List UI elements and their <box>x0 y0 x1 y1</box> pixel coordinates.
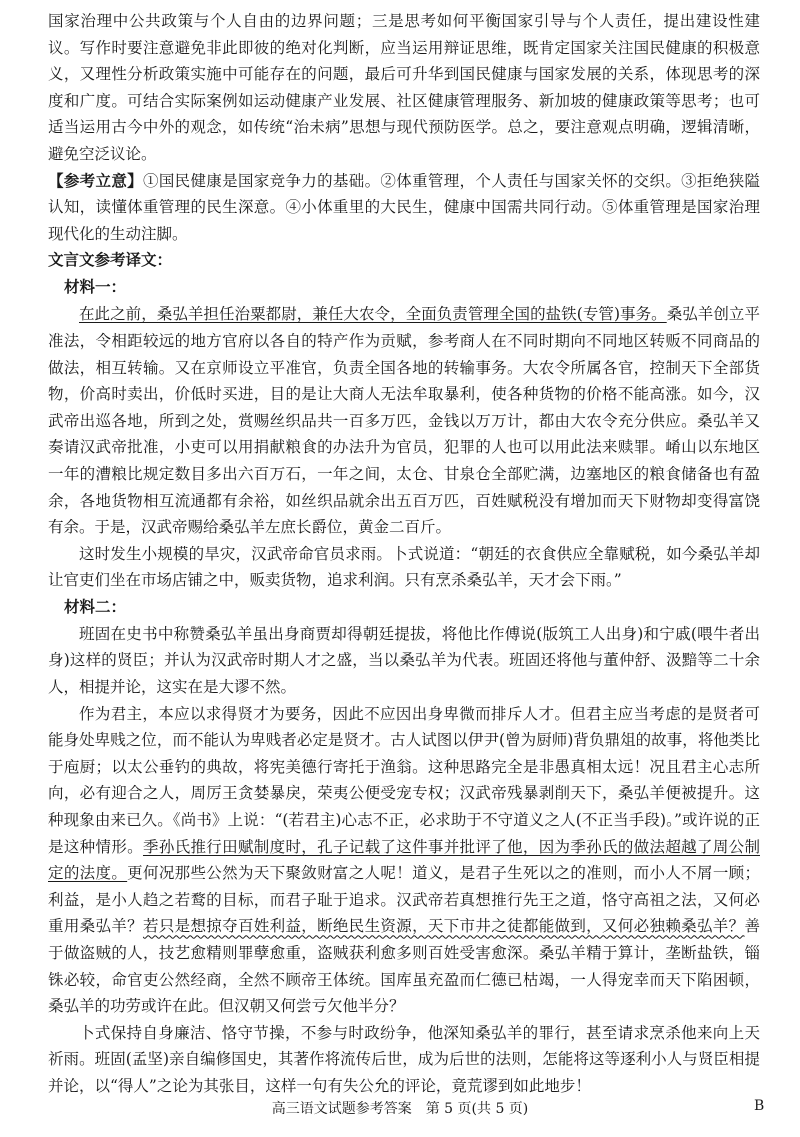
material-one-label: 材料一： <box>64 278 127 297</box>
footer-version-code: B <box>754 1098 765 1114</box>
material-one-paragraph-2: 这时发生小规模的旱灾，汉武帝命官员求雨。卜式说道：“朝廷的衣食供应全靠赋税，如今桑弘羊却让官吏们坐在市场店铺之中，贩卖货物，追求利润。只有烹杀桑弘羊，天才会下雨。” <box>48 544 760 590</box>
reference-theme-text: ①国民健康是国家竞争力的基础。②体重管理，个人责任与国家关怀的交织。③拒绝狭隘认知，读懂体重管理的民生深意。④小体重里的大民生，健康中国需共同行动。⑤体重管理是国家治理现代化的生动注脚。 <box>48 171 760 243</box>
paragraph-text: 桑弘羊创立平准法，令相距较远的地方官府以各自的特产作为贡赋，参考商人在不同时期向不同地区转贩不同商品的做法，相互转输。又在京师设立平准官，负责全国各地的转输事务。大农令所属各官，控制天下全部货物，价高时卖出，价低时买进，目的是让大商人无法牟取暴利，使各种货物的价格不能高涨。如今，汉武帝出巡各地，所到之处，赏赐丝织品共一百多万匹，金钱以万万计，都由大农令充分供应。桑弘羊又奏请汉武帝批准，小吏可以用捐献粮食的办法升为官员，犯罪的人也可以用此法来赎罪。崤山以东地区一年的漕粮比规定数目多出六百万石，一年之间，太仓、甘泉仓全部贮满，边塞地区的粮食储备也有盈余，各地货物相互流通都有余裕，如丝织品就余出五百万匹，百姓赋税没有增加而天下财物却变得富饶有余。于是，汉武帝赐给桑弘羊左庶长爵位，黄金二百斤。 <box>48 305 760 537</box>
footer-page-info: 高三语文试题参考答案 第 5 页(共 5 页) <box>271 1101 529 1117</box>
essay-paragraph: 国家治理中公共政策与个人自由的边界问题；三是思考如何平衡国家引导与个人责任，提出建设性建议。写作时要注意避免非此即彼的绝对化判断，应当运用辩证思维，既肯定国家关注国民健康的积极意义，又理性分析政策实施中可能存在的问题，最后可升华到国民健康与国家发展的关系，体现思考的深度和广度。可结合实际案例如运动健康产业发展、社区健康管理服务、新加坡的健康政策等思考；也可适当运用古今中外的观念，如传统“治未病”思想与现代预防医学。总之，要注意观点明确，逻辑清晰，避免空泛议论。 <box>48 12 760 163</box>
material-two-paragraph-2 <box>48 701 760 1020</box>
underlined-sentence: 在此之前，桑弘羊担任治粟都尉，兼任大农令，全面负责管理全国的盐铁(专管)事务。 <box>79 305 667 324</box>
document-body <box>48 8 760 1100</box>
paragraph-text: 更何况那些公然为天下聚敛财富之人呢！道义，是君子生死以之的准则，而小人不屑一顾；利益，是小人趋之若鹜的目标，而君子耻于追求。汉武帝若真想推行先王之道，恪守高祖之法，又何必重用桑弘羊？ <box>48 864 760 936</box>
paragraph-text: 善于做盗贼的人，技艺愈精则罪孽愈重，盗贼获利愈多则百姓受害愈深。桑弘羊精于算计，垄断盐铁，锱铢必较，命官吏公然经商，全然不顾帝王体统。国库虽充盈而仁德已枯竭，一人得宠幸而天下陷困顿，桑弘羊的功劳或许在此。但汉朝又何尝亏欠他半分？ <box>48 917 760 1016</box>
wavy-underlined-sentence: 若只是想掠夺百姓利益，断绝民生资源，天下市井之徒都能做到，又何必独赖桑弘羊？ <box>142 917 745 936</box>
translation-heading: 文言文参考译文： <box>48 251 173 270</box>
reference-theme-paragraph <box>48 168 760 248</box>
material-two-paragraph-3: 卜式保持自身廉洁、恪守节操，不参与时政纷争，他深知桑弘羊的罪行，甚至请求烹杀他来向上天祈雨。班固(孟坚)亲自编修国史，其著作将流传后世，成为后世的法则，怎能将这等逐利小人与贤臣相提并论，以“得人”之论为其张目，这样一句有失公允的评论，竟荒谬到如此地步！ <box>48 1023 760 1095</box>
material-two-paragraph-1: 班固在史书中称赞桑弘羊虽出身商贾却得朝廷提拔，将他比作傅说(版筑工人出身)和宁戚(喂牛者出身)这样的贤臣；并认为汉武帝时期人才之盛，当以桑弘羊为代表。班固还将他与董仲舒、汲黯等二十余人，相提并论，这实在是大谬不然。 <box>48 624 760 697</box>
material-one-paragraph-1 <box>48 301 760 540</box>
material-two-label: 材料二： <box>64 597 127 616</box>
reference-theme-label: 【参考立意】 <box>48 171 143 190</box>
underlined-sentence: 季孙氏推行田赋制度时，孔子记载了这件事并批评了他，因为季孙氏的做法超越了周公制定的法度。 <box>48 837 760 883</box>
paragraph-text: 作为君主，本应以求得贤才为要务，因此不应因出身卑微而排斥人才。但君主应当考虑的是贤者可能身处卑贱之位，而不能认为卑贱者必定是贤才。古人试图以伊尹(曾为厨师)背负鼎俎的故事，将他类比于庖厨；以太公垂钓的典故，将宪美德行寄托于渔翁。这种思路完全是非愚真相太远！况且君主心志所向，必有迎合之人，周厉王贪婪暴戾，荣夷公便受宠专权；汉武帝残暴剥削天下，桑弘羊便被提升。这种现象由来已久。《尚书》上说：“(若君主)心志不正，必求助于不守道义之人(不正当手段)。”或许说的正是这种情形。 <box>48 704 760 856</box>
page-footer <box>0 1098 800 1122</box>
